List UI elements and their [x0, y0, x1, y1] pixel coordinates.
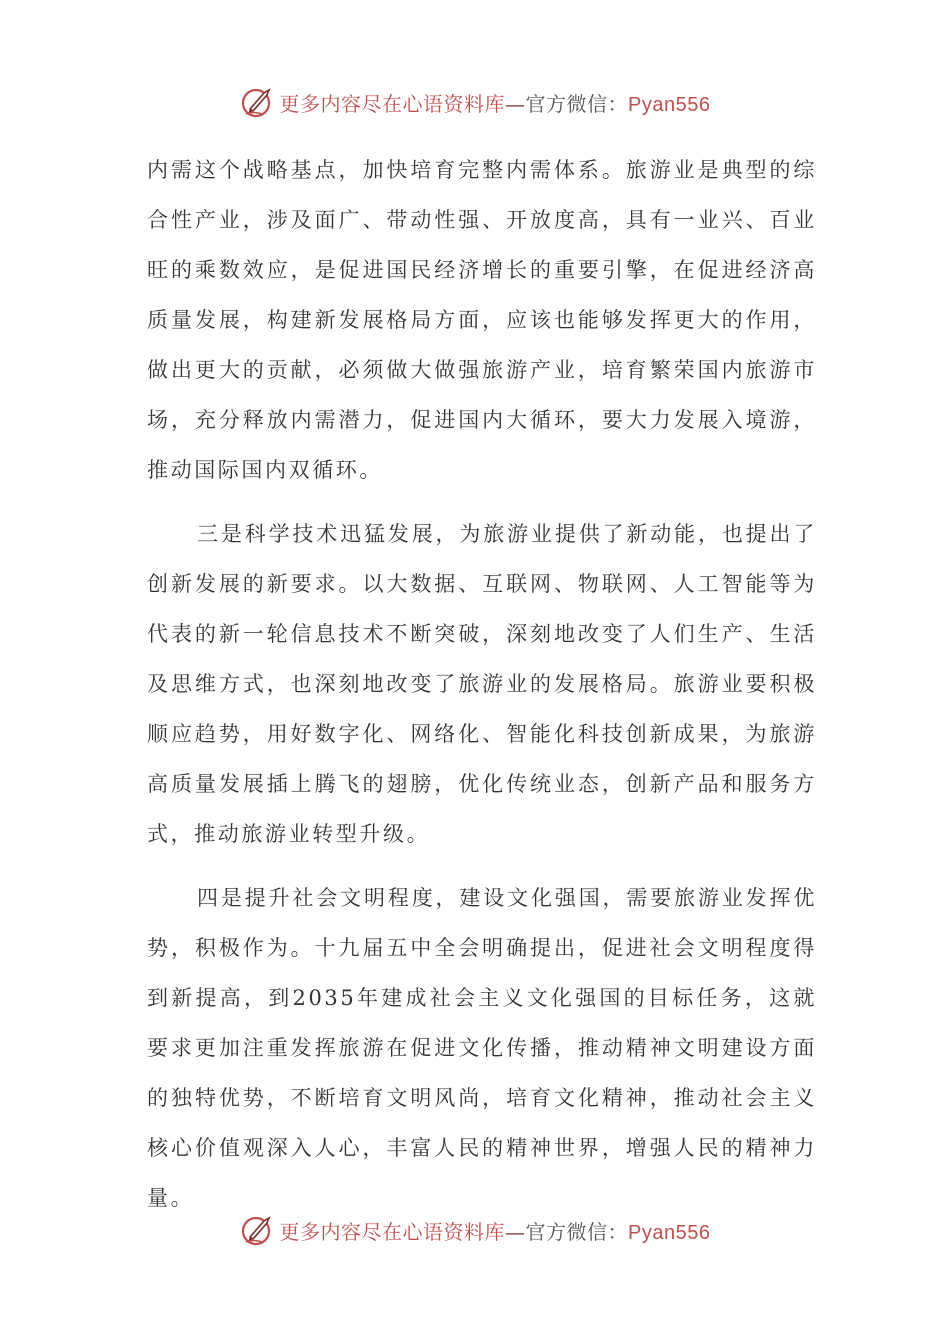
header-official-label: 官方微信： [525, 91, 629, 116]
paragraph-2: 三是科学技术迅猛发展，为旅游业提供了新动能，也提出了创新发展的新要求。以大数据、互联网、物联网、人工智能等为代表的新一轮信息技术不断突破，深刻地改变了人们生产、生活及思维方式，也深刻地改变了旅游业的发展格局。旅游业要积极顺应趋势，用好数字化、网络化、智能化科技创新成果，为旅游高质量发展插上腾飞的翅膀，优化传统业态，创新产品和服务方式，推动旅游业转型升级。 [147, 522, 817, 846]
header-dash: — [505, 91, 526, 116]
footer-dash: — [505, 1219, 526, 1244]
paragraph-1: 内需这个战略基点，加快培育完整内需体系。旅游业是典型的综合性产业，涉及面广、带动性强、开放度高，具有一业兴、百业旺的乘数效应，是促进国民经济增长的重要引擎，在促进经济高质量发展，构建新发展格局方面，应该也能够发挥更大的作用，做出更大的贡献，必须做大做强旅游产业，培育繁荣国内旅游市场，充分释放内需潜力，促进国内大循环，要大力发展入境游，推动国际国内双循环。 [147, 158, 817, 482]
document-body [147, 145, 817, 1237]
header-wechat-id: Pyan556 [628, 93, 711, 116]
header-banner [0, 80, 950, 124]
paragraph-3: 四是提升社会文明程度，建设文化强国，需要旅游业发挥优势，积极作为。十九届五中全会明确提出，促进社会文明程度得到新提高，到2035年建成社会主义文化强国的目标任务，这就要求更加注重发挥旅游在促进文化传播，推动精神文明建设方面的独特优势，不断培育文明风尚，培育文化精神，推动社会主义核心价值观深入人心，丰富人民的精神世界，增强人民的精神力量。 [147, 886, 817, 1210]
footer-wechat-id: Pyan556 [628, 1221, 711, 1244]
pen-logo-icon [240, 1212, 276, 1248]
header-banner-inner [240, 84, 711, 120]
footer-main-text: 更多内容尽在心语资料库 [279, 1219, 506, 1244]
header-main-text: 更多内容尽在心语资料库 [279, 91, 506, 116]
footer-banner [0, 1208, 950, 1252]
pen-logo-icon [240, 84, 276, 120]
footer-official-label: 官方微信： [525, 1219, 629, 1244]
footer-banner-inner [240, 1212, 711, 1248]
footer-banner-text [280, 1216, 711, 1245]
header-banner-text [280, 88, 711, 117]
